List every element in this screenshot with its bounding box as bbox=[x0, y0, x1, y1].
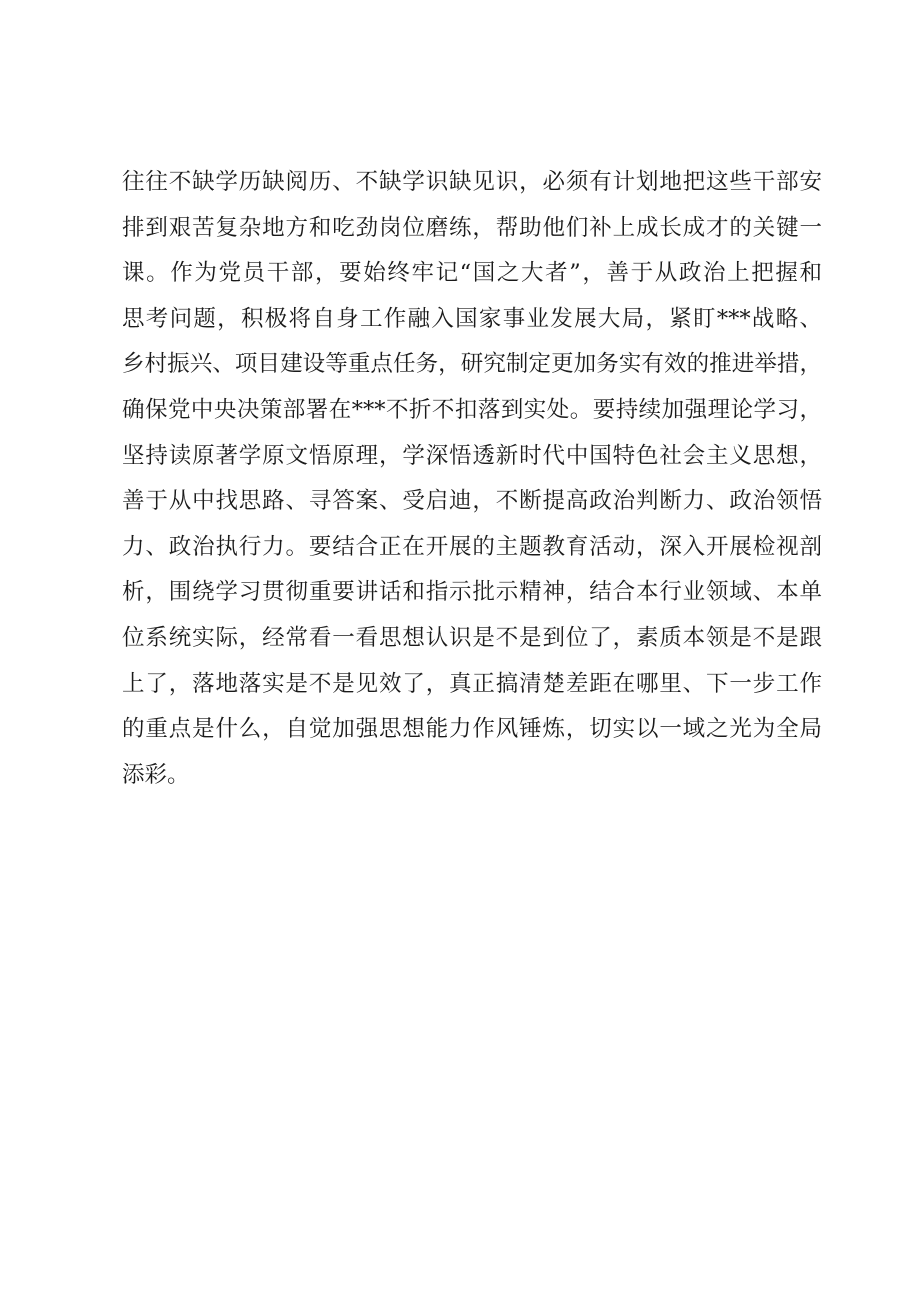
paragraph-line-13: 的重点是什么，自觉加强思想能力作风锤炼，切实以一域之光为全局 bbox=[122, 716, 822, 743]
paragraph-line-7: 坚持读原著学原文悟原理，学深悟透新时代中国特色社会主义思想， bbox=[122, 442, 822, 469]
paragraph-line-1: 往往不缺学历缺阅历、不缺学识缺见识，必须有计划地把这些干部安 bbox=[122, 169, 822, 195]
paragraph-line-9: 力、政治执行力。要结合正在开展的主题教育活动，深入开展检视剖 bbox=[122, 533, 822, 560]
paragraph-line-12: 上了，落地落实是不是见效了，真正搞清楚差距在哪里、下一步工作 bbox=[122, 670, 822, 697]
paragraph-line-8: 善于从中找思路、寻答案、受启迪，不断提高政治判断力、政治领悟 bbox=[122, 488, 822, 515]
body-paragraph bbox=[122, 160, 822, 798]
paragraph-line-2: 排到艰苦复杂地方和吃劲岗位磨练，帮助他们补上成长成才的关键一 bbox=[122, 214, 822, 241]
paragraph-line-5: 乡村振兴、项目建设等重点任务，研究制定更加务实有效的推进举措， bbox=[122, 351, 822, 378]
paragraph-line-6: 确保党中央决策部署在***不折不扣落到实处。要持续加强理论学习， bbox=[122, 396, 822, 423]
paragraph-line-4: 思考问题，积极将自身工作融入国家事业发展大局，紧盯***战略、 bbox=[122, 305, 822, 332]
paragraph-line-14: 添彩。 bbox=[122, 761, 190, 788]
paragraph-line-3: 课。作为党员干部，要始终牢记“国之大者”，善于从政治上把握和 bbox=[122, 260, 822, 287]
paragraph-line-11: 位系统实际，经常看一看思想认识是不是到位了，素质本领是不是跟 bbox=[122, 624, 822, 651]
paragraph-line-10: 析，围绕学习贯彻重要讲话和指示批示精神，结合本行业领域、本单 bbox=[122, 579, 822, 606]
